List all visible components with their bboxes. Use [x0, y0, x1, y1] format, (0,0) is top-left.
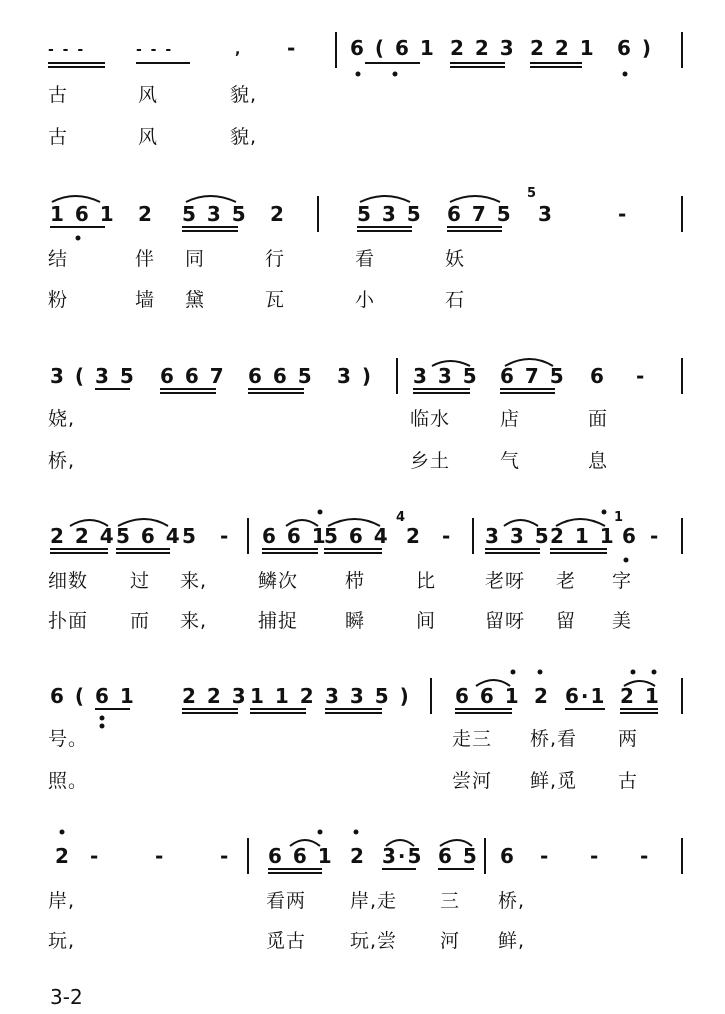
note-group: , — [235, 42, 243, 58]
notation-row — [0, 844, 725, 884]
note-group: - — [640, 844, 651, 868]
note-group: - — [618, 202, 629, 226]
note-group: 6 6 1 — [455, 684, 521, 708]
lyric: 岸, — [48, 890, 76, 912]
lyric: 来, — [180, 570, 208, 592]
note-group: 6·1 — [565, 684, 607, 708]
note-group: 3 ) — [337, 364, 374, 388]
lyric: 看两 — [266, 890, 307, 912]
lyric-row-2 — [0, 285, 725, 325]
note-group: 6 5 — [438, 844, 479, 868]
lyric: 妖 — [445, 248, 466, 270]
note-group: - — [155, 844, 166, 868]
grace-note: 4 — [396, 510, 408, 525]
lyric: 气 — [500, 450, 521, 472]
lyric: 店 — [500, 408, 521, 430]
lyric-row-1 — [0, 404, 725, 444]
note-group: 5 6 4 — [324, 524, 390, 548]
note-group: - — [650, 524, 661, 548]
note-group: 3·5 — [382, 844, 424, 868]
lyric: 桥, — [498, 890, 526, 912]
lyric: 觅古 — [266, 930, 307, 952]
note-group: 2 — [270, 202, 286, 226]
note-group: 2 2 4 — [50, 524, 116, 548]
lyric: 鲜,觅 — [530, 770, 578, 792]
note-group: - — [220, 524, 231, 548]
lyric: 号。 — [48, 728, 89, 750]
note-group: 2 — [138, 202, 154, 226]
lyric-row-2 — [0, 446, 725, 486]
note-group: 6 — [622, 524, 638, 548]
note-group: 6 — [500, 844, 516, 868]
notation-row — [0, 36, 725, 76]
note-group: - — [90, 844, 101, 868]
note-group: 6 ( 6 1 — [50, 684, 136, 708]
lyric: 粉 — [48, 289, 69, 311]
lyric: 桥,看 — [530, 728, 578, 750]
lyric: 比 — [416, 570, 437, 592]
lyric: 古 — [618, 770, 639, 792]
lyric-row-1 — [0, 724, 725, 764]
note-group: 6 7 5 — [447, 202, 513, 226]
note-group: - — [287, 36, 298, 60]
lyric: 间 — [416, 610, 437, 632]
notation-row — [0, 510, 725, 564]
lyric: 古 — [48, 126, 69, 148]
note-group: 3 3 5 — [485, 524, 551, 548]
lyric: 照。 — [48, 770, 89, 792]
lyric: 美 — [612, 610, 633, 632]
note-group: 6 ) — [617, 36, 654, 60]
lyric: 玩, — [48, 930, 76, 952]
note-group: 5 — [182, 524, 198, 548]
note-group: 2 — [55, 844, 71, 868]
lyric: 留 — [556, 610, 577, 632]
lyric: 岸,走 — [350, 890, 398, 912]
note-group: - — [442, 524, 453, 548]
lyric: 桥, — [48, 450, 76, 472]
note-group: - — [590, 844, 601, 868]
note-group: 2 — [406, 524, 422, 548]
note-group: - - - — [136, 42, 174, 58]
note-group: 6 6 7 — [160, 364, 226, 388]
grace-note: 1 — [614, 510, 626, 525]
lyric: 细数 — [48, 570, 89, 592]
lyric: 来, — [180, 610, 208, 632]
note-group: 2 1 1 — [550, 524, 616, 548]
notation-row — [0, 186, 725, 242]
lyric: 扑面 — [48, 610, 89, 632]
lyric: 古 — [48, 84, 69, 106]
note-group: - - - — [48, 42, 86, 58]
note-group: 3 ( 3 5 — [50, 364, 136, 388]
lyric: 留呀 — [485, 610, 526, 632]
lyric: 玩,尝 — [350, 930, 398, 952]
lyric: 貌, — [230, 126, 258, 148]
lyric: 伴 — [135, 248, 156, 270]
lyric-row-1 — [0, 244, 725, 284]
lyric: 结 — [48, 248, 69, 270]
note-group: 6 6 1 — [262, 524, 328, 548]
note-group: 2 1 — [620, 684, 661, 708]
note-group: 2 — [534, 684, 550, 708]
lyric-row-2 — [0, 766, 725, 806]
lyric: 风 — [138, 84, 159, 106]
lyric: 息 — [588, 450, 609, 472]
lyric-row-1 — [0, 886, 725, 926]
lyric-row-2 — [0, 606, 725, 646]
lyric: 三 — [440, 890, 461, 912]
lyric: 乡土 — [410, 450, 451, 472]
lyric: 黛 — [185, 289, 206, 311]
lyric-row-1 — [0, 80, 725, 120]
note-group: 5 6 4 — [116, 524, 182, 548]
lyric: 面 — [588, 408, 609, 430]
note-group: 2 — [350, 844, 366, 868]
lyric: 走三 — [452, 728, 493, 750]
page-number: 3-2 — [50, 985, 83, 1009]
lyric: 栉 — [345, 570, 366, 592]
note-group: 5 3 5 — [182, 202, 248, 226]
lyric: 字 — [612, 570, 633, 592]
note-group: 6 6 1 — [268, 844, 334, 868]
note-group: 3 — [538, 202, 554, 226]
lyric: 石 — [445, 289, 466, 311]
note-group: 2 2 3 — [450, 36, 516, 60]
lyric-row-2 — [0, 122, 725, 162]
lyric: 鳞次 — [258, 570, 299, 592]
lyric: 娆, — [48, 408, 76, 430]
lyric: 临水 — [410, 408, 451, 430]
lyric: 两 — [618, 728, 639, 750]
note-group: - — [636, 364, 647, 388]
lyric: 瓦 — [265, 289, 286, 311]
lyric: 行 — [265, 248, 286, 270]
note-group: 2 2 1 — [530, 36, 596, 60]
lyric: 风 — [138, 126, 159, 148]
note-group: 6 ( 6 1 — [350, 36, 436, 60]
notation-row — [0, 684, 725, 724]
note-group: 6 6 5 — [248, 364, 314, 388]
lyric: 而 — [130, 610, 151, 632]
lyric: 墙 — [135, 289, 156, 311]
lyric: 鲜, — [498, 930, 526, 952]
note-group: 6 — [590, 364, 606, 388]
note-group: 5 3 5 — [357, 202, 423, 226]
lyric-row-1 — [0, 566, 725, 606]
lyric: 看 — [355, 248, 376, 270]
lyric: 同 — [185, 248, 206, 270]
note-group: - — [220, 844, 231, 868]
lyric: 捕捉 — [258, 610, 299, 632]
note-group: 6 7 5 — [500, 364, 566, 388]
lyric: 老呀 — [485, 570, 526, 592]
lyric: 河 — [440, 930, 461, 952]
note-group: 3 3 5 ) — [325, 684, 411, 708]
notation-row — [0, 364, 725, 404]
note-group: 1 6 1 — [50, 202, 116, 226]
lyric: 尝河 — [452, 770, 493, 792]
lyric: 小 — [355, 289, 376, 311]
note-group: 1 1 2 — [250, 684, 316, 708]
note-group: 2 2 3 — [182, 684, 248, 708]
lyric: 瞬 — [345, 610, 366, 632]
lyric: 老 — [556, 570, 577, 592]
lyric-row-2 — [0, 926, 725, 966]
grace-note: 5 — [527, 186, 539, 201]
lyric: 过 — [130, 570, 151, 592]
lyric: 貌, — [230, 84, 258, 106]
note-group: - — [540, 844, 551, 868]
note-group: 3 3 5 — [413, 364, 479, 388]
